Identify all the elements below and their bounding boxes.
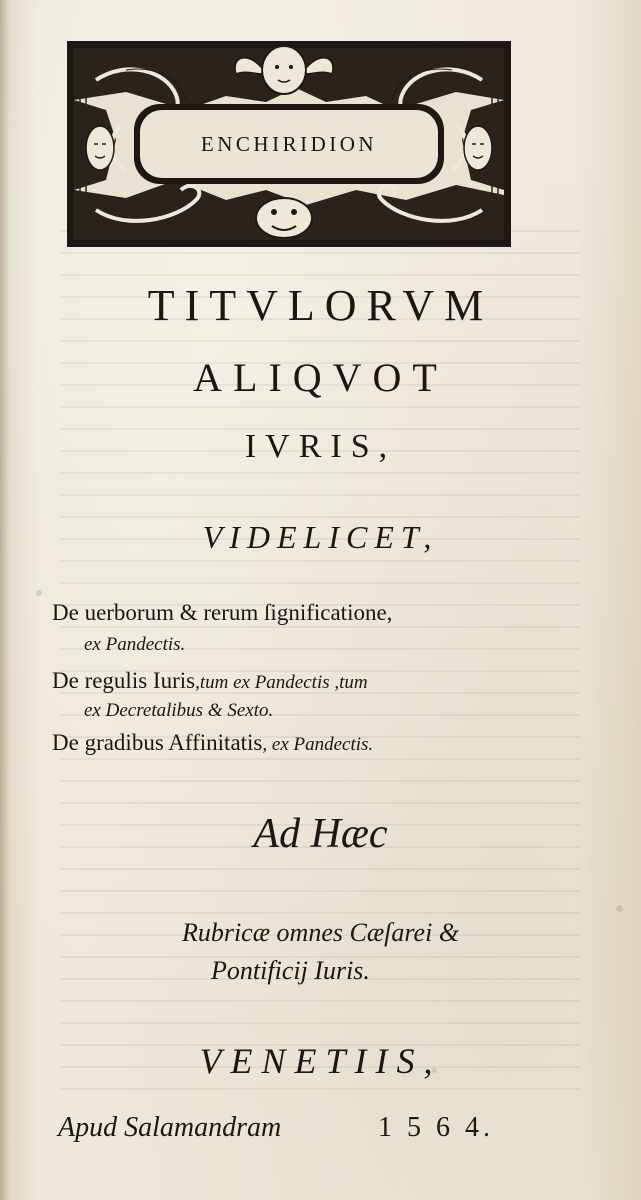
ad-hac-heading: Ad Hæc bbox=[253, 811, 388, 857]
title-line-1: TITVLORVM bbox=[147, 281, 494, 330]
contents-item-text: De regulis Iuris bbox=[52, 668, 196, 693]
title-line-2: ALIQVOT bbox=[193, 355, 448, 400]
imprint-publisher: Apud Salamandram bbox=[58, 1112, 282, 1143]
cartouche-title: ENCHIRIDION bbox=[200, 131, 378, 156]
foxing-spot bbox=[616, 905, 623, 912]
foxing-spot bbox=[36, 590, 42, 596]
contents-item-1-note: ex Pandectis. bbox=[84, 634, 186, 655]
contents-item-1 bbox=[52, 600, 392, 626]
rubricae-line-2: Pontificij Iuris. bbox=[211, 956, 370, 985]
contents-item-text: De gradibus Affinitatis bbox=[52, 730, 263, 755]
title-line-3: IVRIS, bbox=[244, 428, 397, 465]
contents-item-note: , ex Pandectis. bbox=[262, 734, 374, 755]
imprint-year: 1 5 6 4. bbox=[378, 1112, 494, 1143]
rubricae-line-1: Rubricæ omnes Cæſarei & bbox=[181, 918, 460, 947]
contents-item-2 bbox=[52, 668, 368, 694]
contents-item-2-note: ex Decretalibus & Sexto. bbox=[84, 700, 274, 721]
contents-item-text: De uerborum & rerum ſignificatione, bbox=[52, 600, 393, 625]
imprint-city: VENETIIS, bbox=[199, 1041, 442, 1081]
contents-item-3 bbox=[52, 730, 373, 756]
gutter-shadow bbox=[0, 0, 10, 1200]
contents-item-note: ,tum ex Pandectis ,tum bbox=[195, 672, 368, 693]
woodcut-cartouche bbox=[66, 40, 512, 248]
subtitle: VIDELICET, bbox=[202, 519, 439, 555]
